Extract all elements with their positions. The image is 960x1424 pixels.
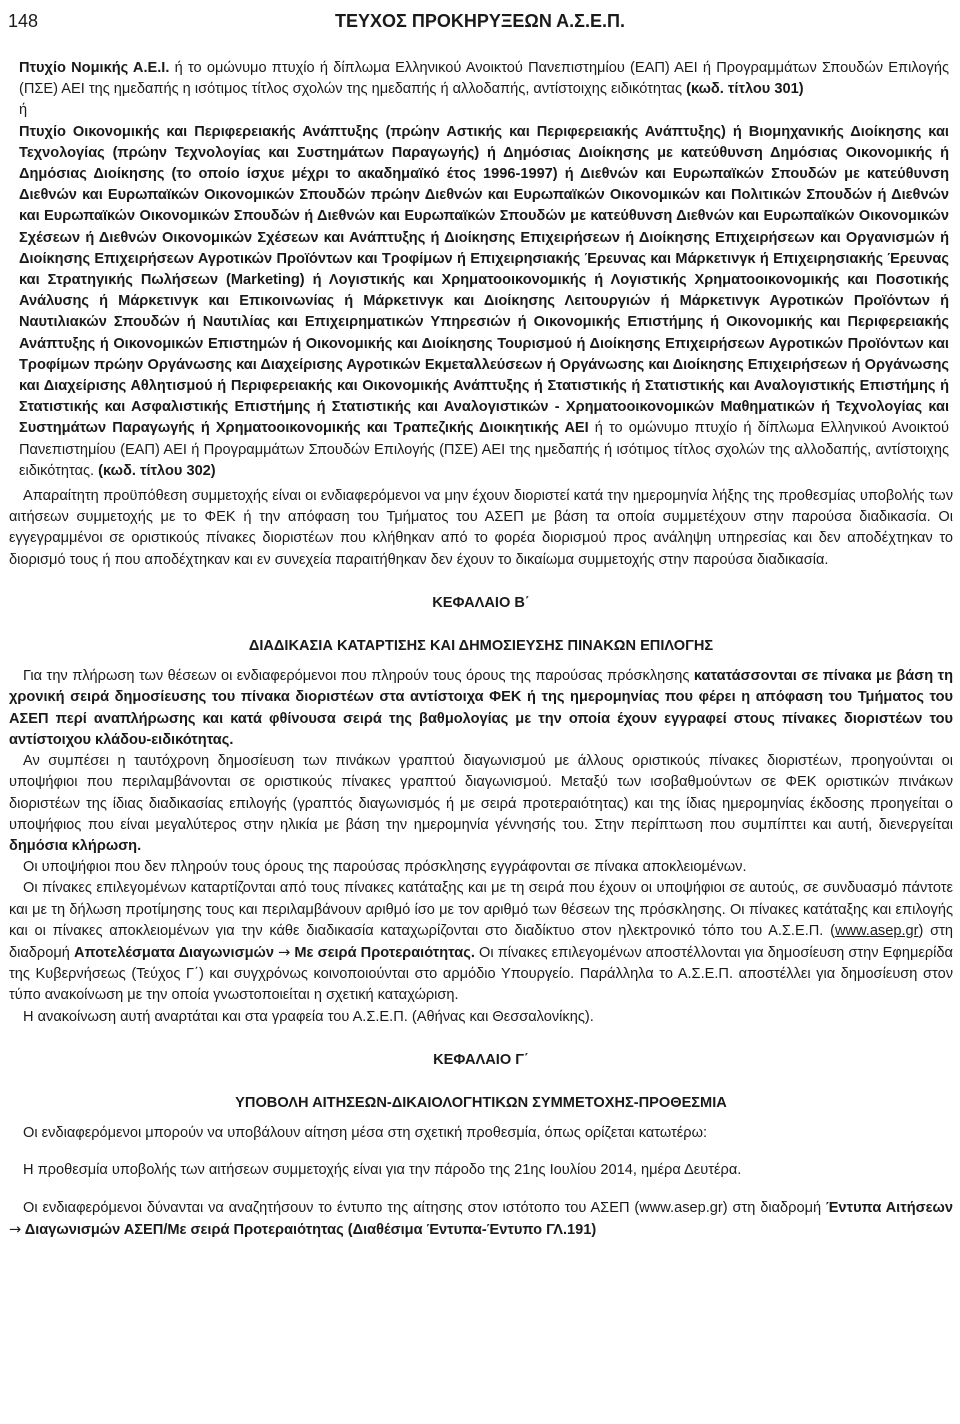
chapter-b-p1-bold: κατατάσσονται σε πίνακα με βάση τη χρονική σειρά δημοσίευσης του πίνακα διοριστέων στα αντίστοιχα ΦΕΚ ή της ημερομηνίας που φέρει η απόφαση του Τμήματος του ΑΣΕΠ περί αναπλήρωσης και κατά φθίνουσα σειρά της βαθμολογίας με την οποία έχουν εγγραφεί στους πίνακες διοριστέων του αντίστοιχου κλάδου-ειδικότητας. (9, 668, 954, 748)
chapter-b-subheading: ΔΙΑΔΙΚΑΣΙΑ ΚΑΤΑΡΤΙΣΗΣ ΚΑΙ ΔΗΜΟΣΙΕΥΣΗΣ ΠΙΝΑΚΩΝ ΕΠΙΛΟΓΗΣ (248, 638, 714, 655)
issue-title: ΤΕΥΧΟΣ ΠΡΟΚΗΡΥΞΕΩΝ Α.Σ.Ε.Π. (335, 11, 625, 31)
chapter-c-subheading: ΥΠΟΒΟΛΗ ΑΙΤΗΣΕΩΝ-ΔΙΚΑΙΟΛΟΓΗΤΙΚΩΝ ΣΥΜΜΕΤΟΧΗΣ-ΠΡΟΘΕΣΜΙΑ (235, 1094, 727, 1111)
asep-website-link[interactable]: www.asep.gr (834, 922, 919, 939)
chapter-b-heading: ΚΕΦΑΛΑΙΟ Β΄ (432, 594, 530, 611)
submission-deadline: Η προθεσμία υποβολής των αιτήσεων συμμετοχής είναι για την πάροδο της 21ης Ιουλίου 2014, ημέρα Δευτέρα. (23, 1162, 742, 1179)
chapter-c-paragraph-1: Οι ενδιαφερόμενοι μπορούν να υποβάλουν αίτηση μέσα στη σχετική προθεσμία, όπως ορίζεται κατωτέρω: (23, 1125, 708, 1142)
chapter-c-paragraph-2 (9, 1198, 953, 1241)
degree-title-302: Πτυχίο Οικονομικής και Περιφερειακής Ανάπτυξης (πρώην Αστικής και Περιφερειακής Ανάπτυξης) ή Βιομηχανικής Διοίκησης και Τεχνολογίας (πρώην Τεχνολογίας και Συστημάτων Παραγωγής) ή Δημόσιας Διοίκησης με κατεύθυνση Δημόσιας Οικονομικής ή Δημόσιας Διοίκησης (το οποίο ίσχυε μέχρι το ακαδημαϊκό έτος 1996-1997) ή Διεθνών και Ευρωπαϊκών Σπουδών με κατεύθυνση Διεθνών και Ευρωπαϊκών Οικονομικών Σπουδών πρώην Διεθνών και Ευρωπαϊκών Οικονομικών και Πολιτικών Σπουδών ή Διεθνών και Ευρωπαϊκών Οικονομικών Σπουδών ή Διεθνών και Ευρωπαϊκών Σπουδών με κατεύθυνση Διεθνών και Ευρωπαϊκών Οικονομικών Σχέσεων ή Διεθνών Οικονομικών Σχέσεων και Ανάπτυξης ή Διοίκησης Επιχειρήσεων ή Διοίκησης Επιχειρήσεων και Οργανισμών ή Διοίκησης Επιχειρήσεων Αγροτικών Προϊόντων και Τροφίμων ή Επιχειρησιακής Έρευνας και Μάρκετινγκ ή Επιχειρησιακής Έρευνας και Στρατηγικής Πωλήσεων (Marketing) ή Λογιστικής και Χρηματοοικονομικής ή Λογιστικής Χρηματοοικονομικής και Ποσοτικής Ανάλυσης ή Μάρκετινγκ και Επικοινωνίας ή Μάρκετινγκ και Διοίκησης Λειτουργιών ή Μάρκετινγκ Αγροτικών Προϊόντων ή Ναυτιλιακών Σπουδών ή Ναυτιλίας και Επιχειρηματικών Υπηρεσιών ή Οικονομικής Επιστήμης ή Οικονομικής και Περιφερειακής Ανάπτυξης ή Οικονομικών Επιστημών ή Οικονομικής και Διοίκησης Τουρισμού ή Διοίκησης Επιχειρήσεων Αγροτικών Προϊόντων και Τροφίμων πρώην Οργάνωσης και Διαχείρισης Αγροτικών Εκμεταλλεύσεων ή Οργάνωσης και Διοίκησης Επιχειρήσεων ή Οργάνωσης και Διαχείρισης Αθλητισμού ή Περιφερειακής και Οικονομικής Ανάπτυξης ή Στατιστικής ή Στατιστικής και Αναλογιστικής Επιστήμης ή Στατιστικής και Ασφαλιστικής Επιστήμης ή Στατιστικής και Αναλογιστικών - Χρηματοοικονομικών Μαθηματικών ή Τεχνολογίας και Συστημάτων Παραγωγής ή Χρηματοοικονομικής και Τραπεζικής Διοικητικής ΑΕΙ (19, 123, 949, 437)
forms-path-part-1: Έντυπα Αιτήσεων (825, 1199, 953, 1216)
chapter-b-paragraph-5: Η ανακοίνωση αυτή αναρτάται και στα γραφεία του Α.Σ.Ε.Π. (Αθήνας και Θεσσαλονίκης). (23, 1008, 594, 1025)
chapter-b-paragraph-4 (9, 878, 953, 1006)
chapter-b-paragraph-3: Οι υποψήφιοι που δεν πληρούν τους όρους της παρούσας πρόσκλησης εγγράφονται σε πίνακα αποκλειομένων. (23, 859, 747, 876)
document-body (9, 58, 953, 1241)
chapter-b-p1-text: Για την πλήρωση των θέσεων οι ενδιαφερόμενοι που πληρούν τους όρους της παρούσας πρόσκλησης (23, 668, 694, 685)
chapter-c-p2-text: Οι ενδιαφερόμενοι δύνανται να αναζητήσουν το έντυπο της αίτησης στον ιστότοπο του ΑΣΕΠ (www.asep.gr) στη διαδρομή (23, 1199, 826, 1216)
degree-title-301: Πτυχίο Νομικής Α.Ε.Ι. (19, 60, 170, 76)
page-header (8, 8, 952, 38)
degree-requirements (9, 58, 953, 482)
arrow-right-icon: → (278, 943, 291, 961)
prerequisite-paragraph: Απαραίτητη προϋπόθεση συμμετοχής είναι οι ενδιαφερόμενοι να μην έχουν διοριστεί κατά την ημερομηνία λήξης της προθεσμίας υποβολής των αιτήσεων συμμετοχής με το ΦΕΚ ή την απόφαση του Τμήματος του ΑΣΕΠ με βάση τα οποία συμμετέχουν στην παρούσα διαδικασία. Οι εγγεγραμμένοι σε οριστικούς πίνακες διοριστέων που κλήθηκαν από το φορέα διορισμού προς ανάληψη υπηρεσίας και δεν αποδέχτηκαν το διορισμό τους ή που αποδέχτηκαν και εν συνεχεία παραιτήθηκαν δεν έχουν το δικαίωμα συμμετοχής στην παρούσα διαδικασία. (9, 488, 953, 568)
chapter-b-paragraph-2 (9, 751, 953, 857)
chapter-b-p2-bold: δημόσια κλήρωση. (9, 837, 142, 854)
chapter-b-paragraph-1 (9, 666, 953, 751)
results-path-part-1: Αποτελέσματα Διαγωνισμών (73, 944, 279, 961)
degree-paragraph-301 (19, 58, 949, 100)
degree-text-302: ή το ομώνυμο πτυχίο ή δίπλωμα Ελληνικού Ανοικτού Πανεπιστημίου (ΕΑΠ) ΑΕΙ ή Προγραμμάτων Σπουδών Επιλογής (ΠΣΕ) ΑΕΙ της ημεδαπής ή ισότιμος τίτλος σχολών της αλλοδαπής, αντίστοιχης ειδικότητας. (19, 420, 949, 479)
or-separator: ή (19, 102, 28, 119)
degree-paragraph-302 (19, 122, 949, 482)
results-path-part-2: Με σειρά Προτεραιότητας. (290, 944, 475, 961)
chapter-b-p2-text: Αν συμπέσει η ταυτόχρονη δημοσίευση των πινάκων γραπτού διαγωνισμού με άλλους οριστικούς πίνακες διοριστέων, προηγούνται οι υποψήφιοι που περιλαμβάνονται σε οριστικούς πίνακες γραπτού διαγωνισμού. Μεταξύ των ισοβαθμούντων σε ΦΕΚ οριστικών πινάκων διοριστέων της ίδιας διαδικασίας επιλογής (γραπτός διαγωνισμός ή με σειρά προτεραιότητας) και της ίδιας ημερομηνίας έκδοσης προηγείται ο υποψήφιος που είναι μεγαλύτερος στην ηλικία με βάση την ημερομηνία γέννησής του. Στην περίπτωση που συμπίπτει και αυτή, διενεργείται (9, 753, 953, 833)
page-number: 148 (8, 11, 39, 31)
chapter-b-p4-text-a: Οι πίνακες επιλεγομένων καταρτίζονται από τους πίνακες κατάταξης και με τη σειρά που έχουν οι υποψήφιοι σε αυτούς, σε συνδυασμό πάντοτε και με τη δήλωση προτίμησης τους και περιλαμβάνουν αριθμό ίσο με τον αριθμό των θέσεων της πρόσκλησης. Οι πίνακες κατάταξης και επιλογής και οι πίνακες αποκλειομένων για την κάθε διαδικασία καταχωρίζονται στο διαδίκτυο στον ηλεκτρονικό τόπο του Α.Σ.Ε.Π. ( (9, 880, 953, 939)
degree-code-301: (κωδ. τίτλου 301) (686, 81, 804, 98)
degree-code-302: (κωδ. τίτλου 302) (98, 462, 216, 479)
degree-text-301: ή το ομώνυμο πτυχίο ή δίπλωμα Ελληνικού Ανοικτού Πανεπιστημίου (ΕΑΠ) ΑΕΙ ή Προγραμμάτων Σπουδών Επιλογής (ΠΣΕ) ΑΕΙ της ημεδαπής η ισότιμος τίτλος σχολών της ημεδαπής ή αλλοδαπής, αντίστοιχης ειδικότητας (19, 60, 949, 98)
chapter-b-p4-text-b: ) στη διαδρομή (9, 922, 953, 961)
arrow-right-icon: → (9, 1220, 22, 1238)
chapter-c-heading: ΚΕΦΑΛΑΙΟ Γ΄ (433, 1051, 529, 1068)
forms-path-part-2: Διαγωνισμών ΑΣΕΠ/Με σειρά Προτεραιότητας (Διαθέσιμα Έντυπα-Έντυπο ΓΛ.191) (21, 1221, 597, 1238)
chapter-b-p4-text-c: Οι πίνακες επιλεγομένων αποστέλλονται για δημοσίευση στην Εφημερίδα της Κυβερνήσεως (Τεύχος Γ΄) και συγχρόνως κοινοποιούνται στο αρμόδιο Υπουργείο. Παράλληλα το Α.Σ.Ε.Π. αποστέλλει για δημοσίευση στον τύπο ανακοίνωση με την οποία γνωστοποιείται η σχετική καταχώριση. (9, 944, 953, 1004)
